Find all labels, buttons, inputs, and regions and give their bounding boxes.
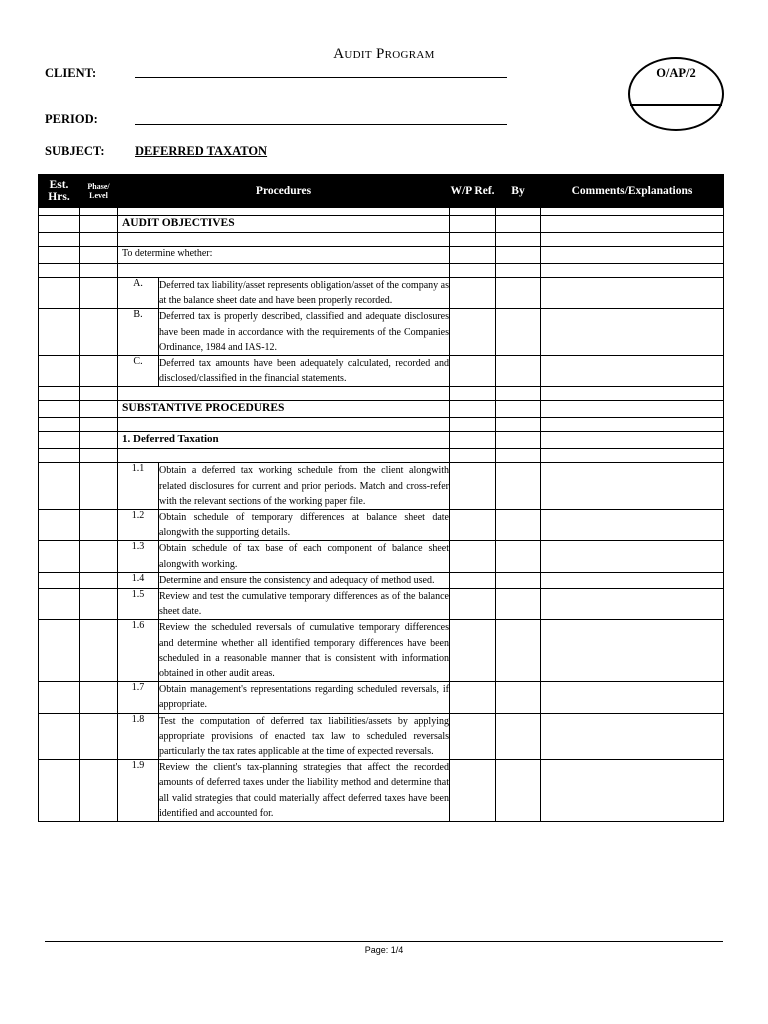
header-procedures: Procedures [118,175,450,208]
objective-text: Deferred tax liability/asset represents obligation/asset of the company as at the balance sheet date and have been properly recorded. [159,278,450,309]
period-label: PERIOD: [45,112,98,126]
footer-divider [45,941,723,942]
header-by: By [496,175,541,208]
header-phase-level: Phase/ Level [80,175,118,208]
procedure-text: Test the computation of deferred tax liabilities/assets by applying appropriate provisions of enacted tax law to scheduled reversals particularly the tax rates applicable at the time of expected reversals. [159,713,450,760]
table-header-row [39,175,724,208]
table-row [39,264,724,278]
header-est-hrs: Est. Hrs. [39,175,80,208]
table-row [39,589,724,620]
procedure-number: 1.6 [118,620,159,682]
objective-label: A. [118,278,159,309]
procedure-number: 1.3 [118,541,159,572]
procedure-text: Review the scheduled reversals of cumulative temporary differences and determine whether all identified temporary differences have been scheduled in a reasonable manner that is consistent with information obtained in other audit areas. [159,620,450,682]
procedure-text: Review and test the cumulative temporary differences as of the balance sheet date. [159,589,450,620]
table-row [39,401,724,418]
objective-label: C. [118,356,159,387]
subject-label: SUBJECT: [45,144,105,158]
header-comments: Comments/Explanations [541,175,724,208]
procedure-text: Obtain schedule of tax base of each component of balance sheet alongwith working. [159,541,450,572]
table-row [39,247,724,264]
procedure-text: Obtain management's representations regarding scheduled reversals, if appropriate. [159,682,450,713]
procedure-number: 1.8 [118,713,159,760]
period-field-line [135,124,507,125]
client-label: CLIENT: [45,66,97,80]
page-number: Page: 1/4 [364,945,404,955]
table-row [39,356,724,387]
table-row [39,682,724,713]
table-row [39,572,724,588]
deferred-taxation-heading: 1. Deferred Taxation [118,432,450,449]
table-row [39,309,724,356]
objective-text: Deferred tax amounts have been adequately calculated, recorded and disclosed/classified in the financial statements. [159,356,450,387]
procedure-text: Review the client's tax-planning strategies that affect the recorded amounts of deferred taxes under the liability method and determine that all valid strategies that could materially affect deferred taxes have been identified and accounted for. [159,760,450,822]
table-row [39,449,724,463]
table-row [39,418,724,432]
procedure-number: 1.4 [118,572,159,588]
procedure-text: Obtain schedule of temporary differences at balance sheet date alongwith the supporting details. [159,510,450,541]
document-title: Audit Program [333,46,435,62]
table-row [39,278,724,309]
objective-label: B. [118,309,159,356]
procedure-text: Determine and ensure the consistency and adequacy of method used. [159,572,450,588]
header-wp-ref: W/P Ref. [450,175,496,208]
procedure-text: Obtain a deferred tax working schedule from the client alongwith related disclosures for current and prior periods. Match and cross-refer with the relevant sections of the working paper file. [159,463,450,510]
table-row [39,463,724,510]
audit-objectives-heading: AUDIT OBJECTIVES [118,216,450,233]
to-determine-text: To determine whether: [118,247,450,264]
spacer-row [39,208,724,216]
table-row [39,541,724,572]
procedure-number: 1.2 [118,510,159,541]
reference-code: O/AP/2 [656,66,696,80]
table-row [39,432,724,449]
table-row [39,713,724,760]
client-field-line [135,77,507,78]
table-row [39,760,724,822]
table-row [39,387,724,401]
procedure-number: 1.1 [118,463,159,510]
substantive-procedures-heading: SUBSTANTIVE PROCEDURES [118,401,450,418]
procedure-number: 1.9 [118,760,159,822]
objective-text: Deferred tax is properly described, classified and adequate disclosures have been made in accordance with the requirements of the Companies Ordinance, 1984 and IAS-12. [159,309,450,356]
procedure-number: 1.7 [118,682,159,713]
subject-value: DEFERRED TAXATON [135,144,268,158]
reference-divider [630,104,722,106]
procedure-number: 1.5 [118,589,159,620]
table-row [39,510,724,541]
table-row [39,620,724,682]
table-row [39,216,724,233]
table-row [39,233,724,247]
audit-program-table [38,174,724,822]
